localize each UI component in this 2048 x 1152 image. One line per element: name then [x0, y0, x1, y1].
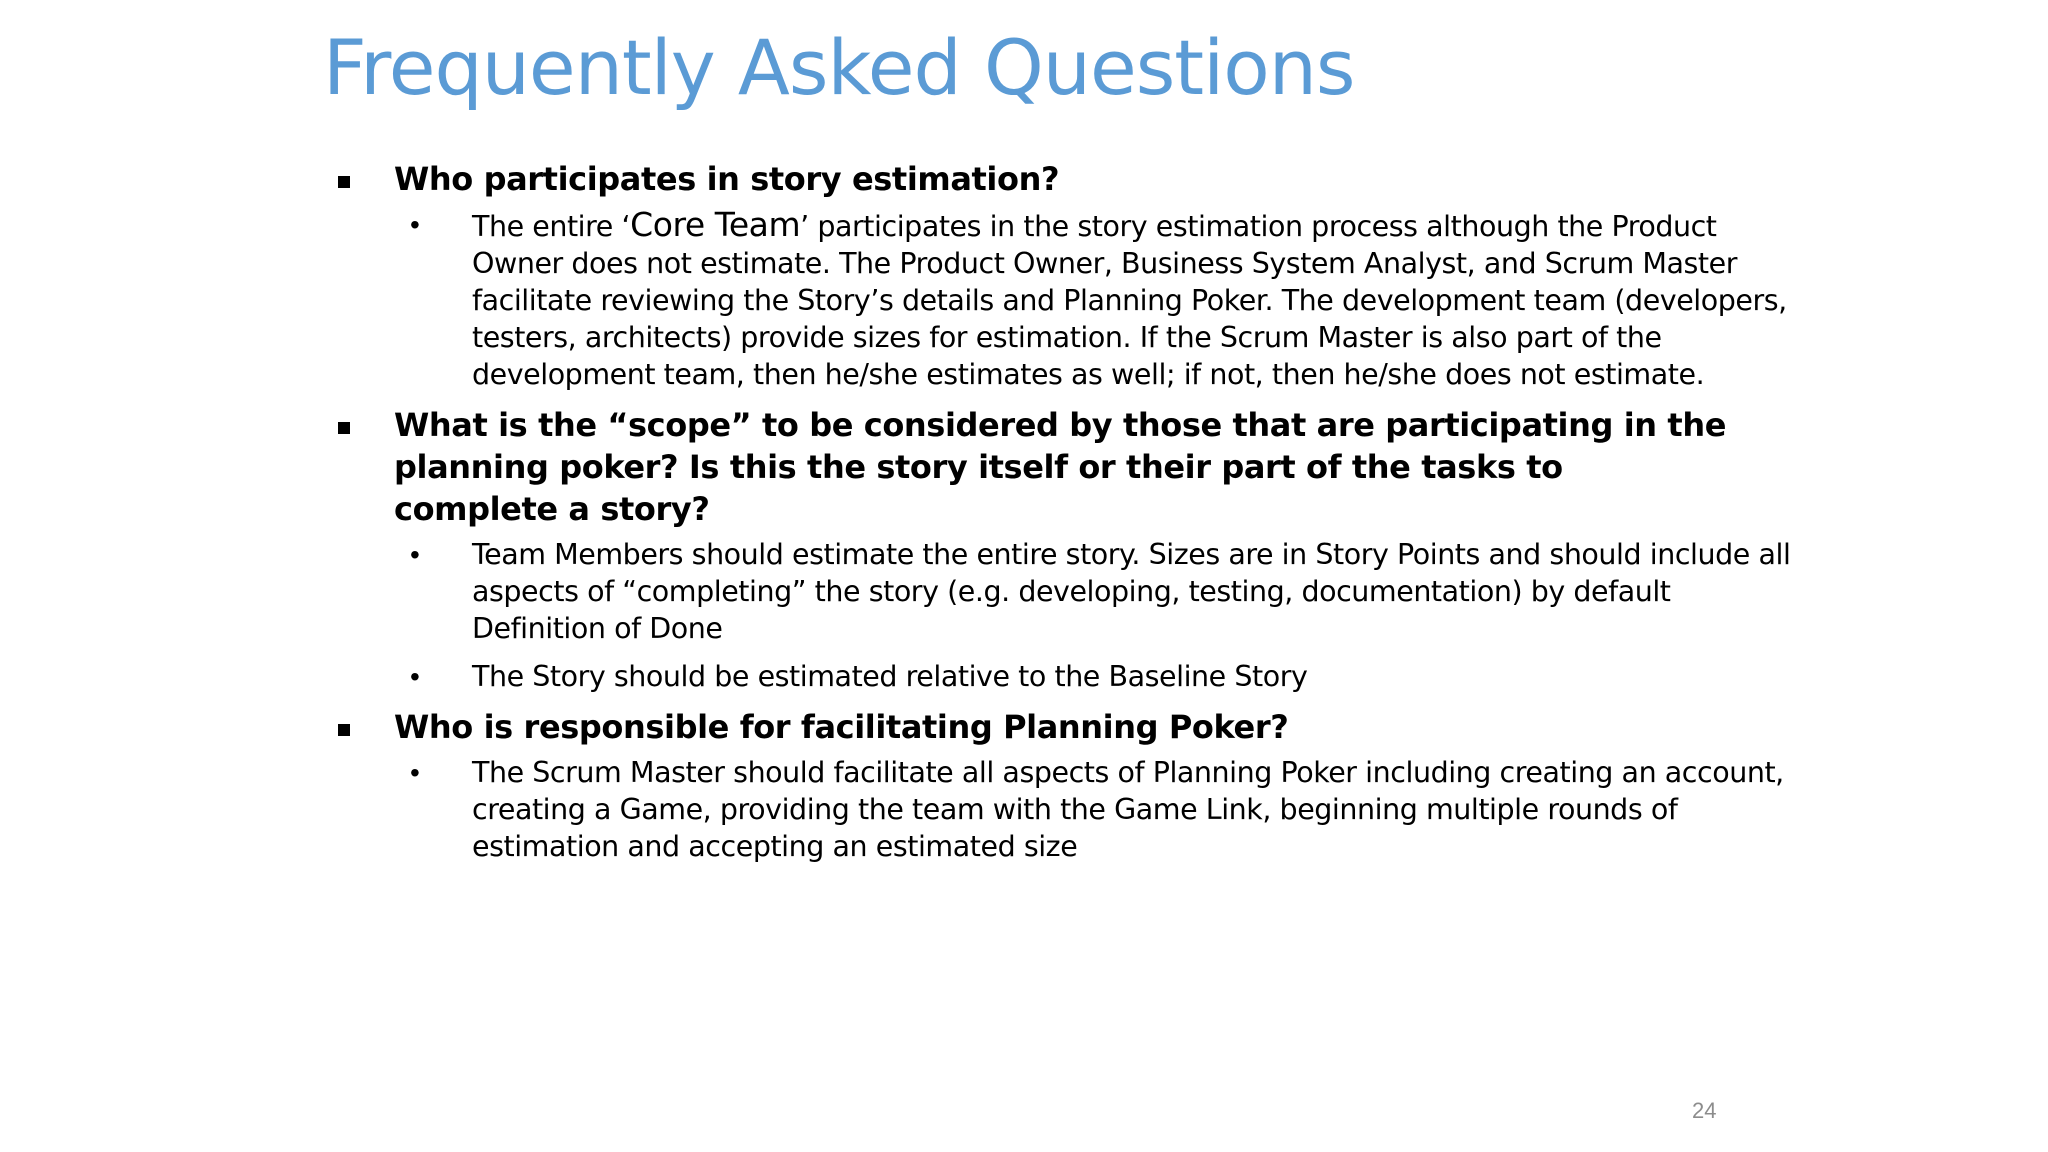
- answer-text: The Story should be estimated relative to the Baseline Story: [472, 660, 1308, 693]
- faq-list: [336, 158, 1791, 876]
- square-bullet-icon: [338, 422, 350, 434]
- faq-answer: [394, 536, 1791, 647]
- faq-answers: [394, 754, 1784, 865]
- faq-question: Who is responsible for facilitating Planning Poker?: [394, 708, 1289, 746]
- faq-answer: [394, 658, 1736, 695]
- faq-item: [336, 706, 1784, 865]
- slide-title: Frequently Asked Questions: [323, 23, 1355, 112]
- faq-question: What is the “scope” to be considered by those that are participating in the planning poker? Is this the story itself or their part of the tasks to complete a story?: [394, 406, 1727, 528]
- faq-answers: [394, 205, 1787, 393]
- round-bullet-icon: •: [410, 209, 420, 240]
- answer-text: [472, 206, 1792, 393]
- faq-answer: [394, 205, 1787, 393]
- answer-text: Team Members should estimate the entire story. Sizes are in Story Points and should include all aspects of “completing” the story (e.g. developing, testing, documentation) by default Definition of Done: [472, 538, 1791, 645]
- faq-question: Who participates in story estimation?: [394, 160, 1060, 198]
- round-bullet-icon: •: [410, 661, 420, 692]
- faq-item: [336, 404, 1791, 695]
- round-bullet-icon: •: [410, 757, 420, 788]
- answer-text-rest: ’ participates in the story estimation process although the Product Owner does not estimate. The Product Owner, Business System Analyst, and Scrum Master facilitate reviewing the Story’s details and Planning Poker. The development team (developers, testers, architects) provide sizes for estimation. If the Scrum Master is also part of the development team, then he/she estimates as well; if not, then he/she does not estimate.: [472, 210, 1787, 391]
- square-bullet-icon: [338, 176, 350, 188]
- core-team-term: Core Team: [630, 205, 801, 244]
- faq-item: [336, 158, 1787, 393]
- round-bullet-icon: •: [410, 539, 420, 570]
- answer-text: The Scrum Master should facilitate all aspects of Planning Poker including creating an account, creating a Game, providing the team with the Game Link, beginning multiple rounds of estimation and accepting an estimated size: [472, 756, 1784, 863]
- page-number: 24: [1692, 1098, 1717, 1123]
- square-bullet-icon: [338, 724, 350, 736]
- answer-text-start: The entire ‘: [472, 210, 631, 243]
- faq-answers: [394, 536, 1791, 695]
- faq-answer: [394, 754, 1784, 865]
